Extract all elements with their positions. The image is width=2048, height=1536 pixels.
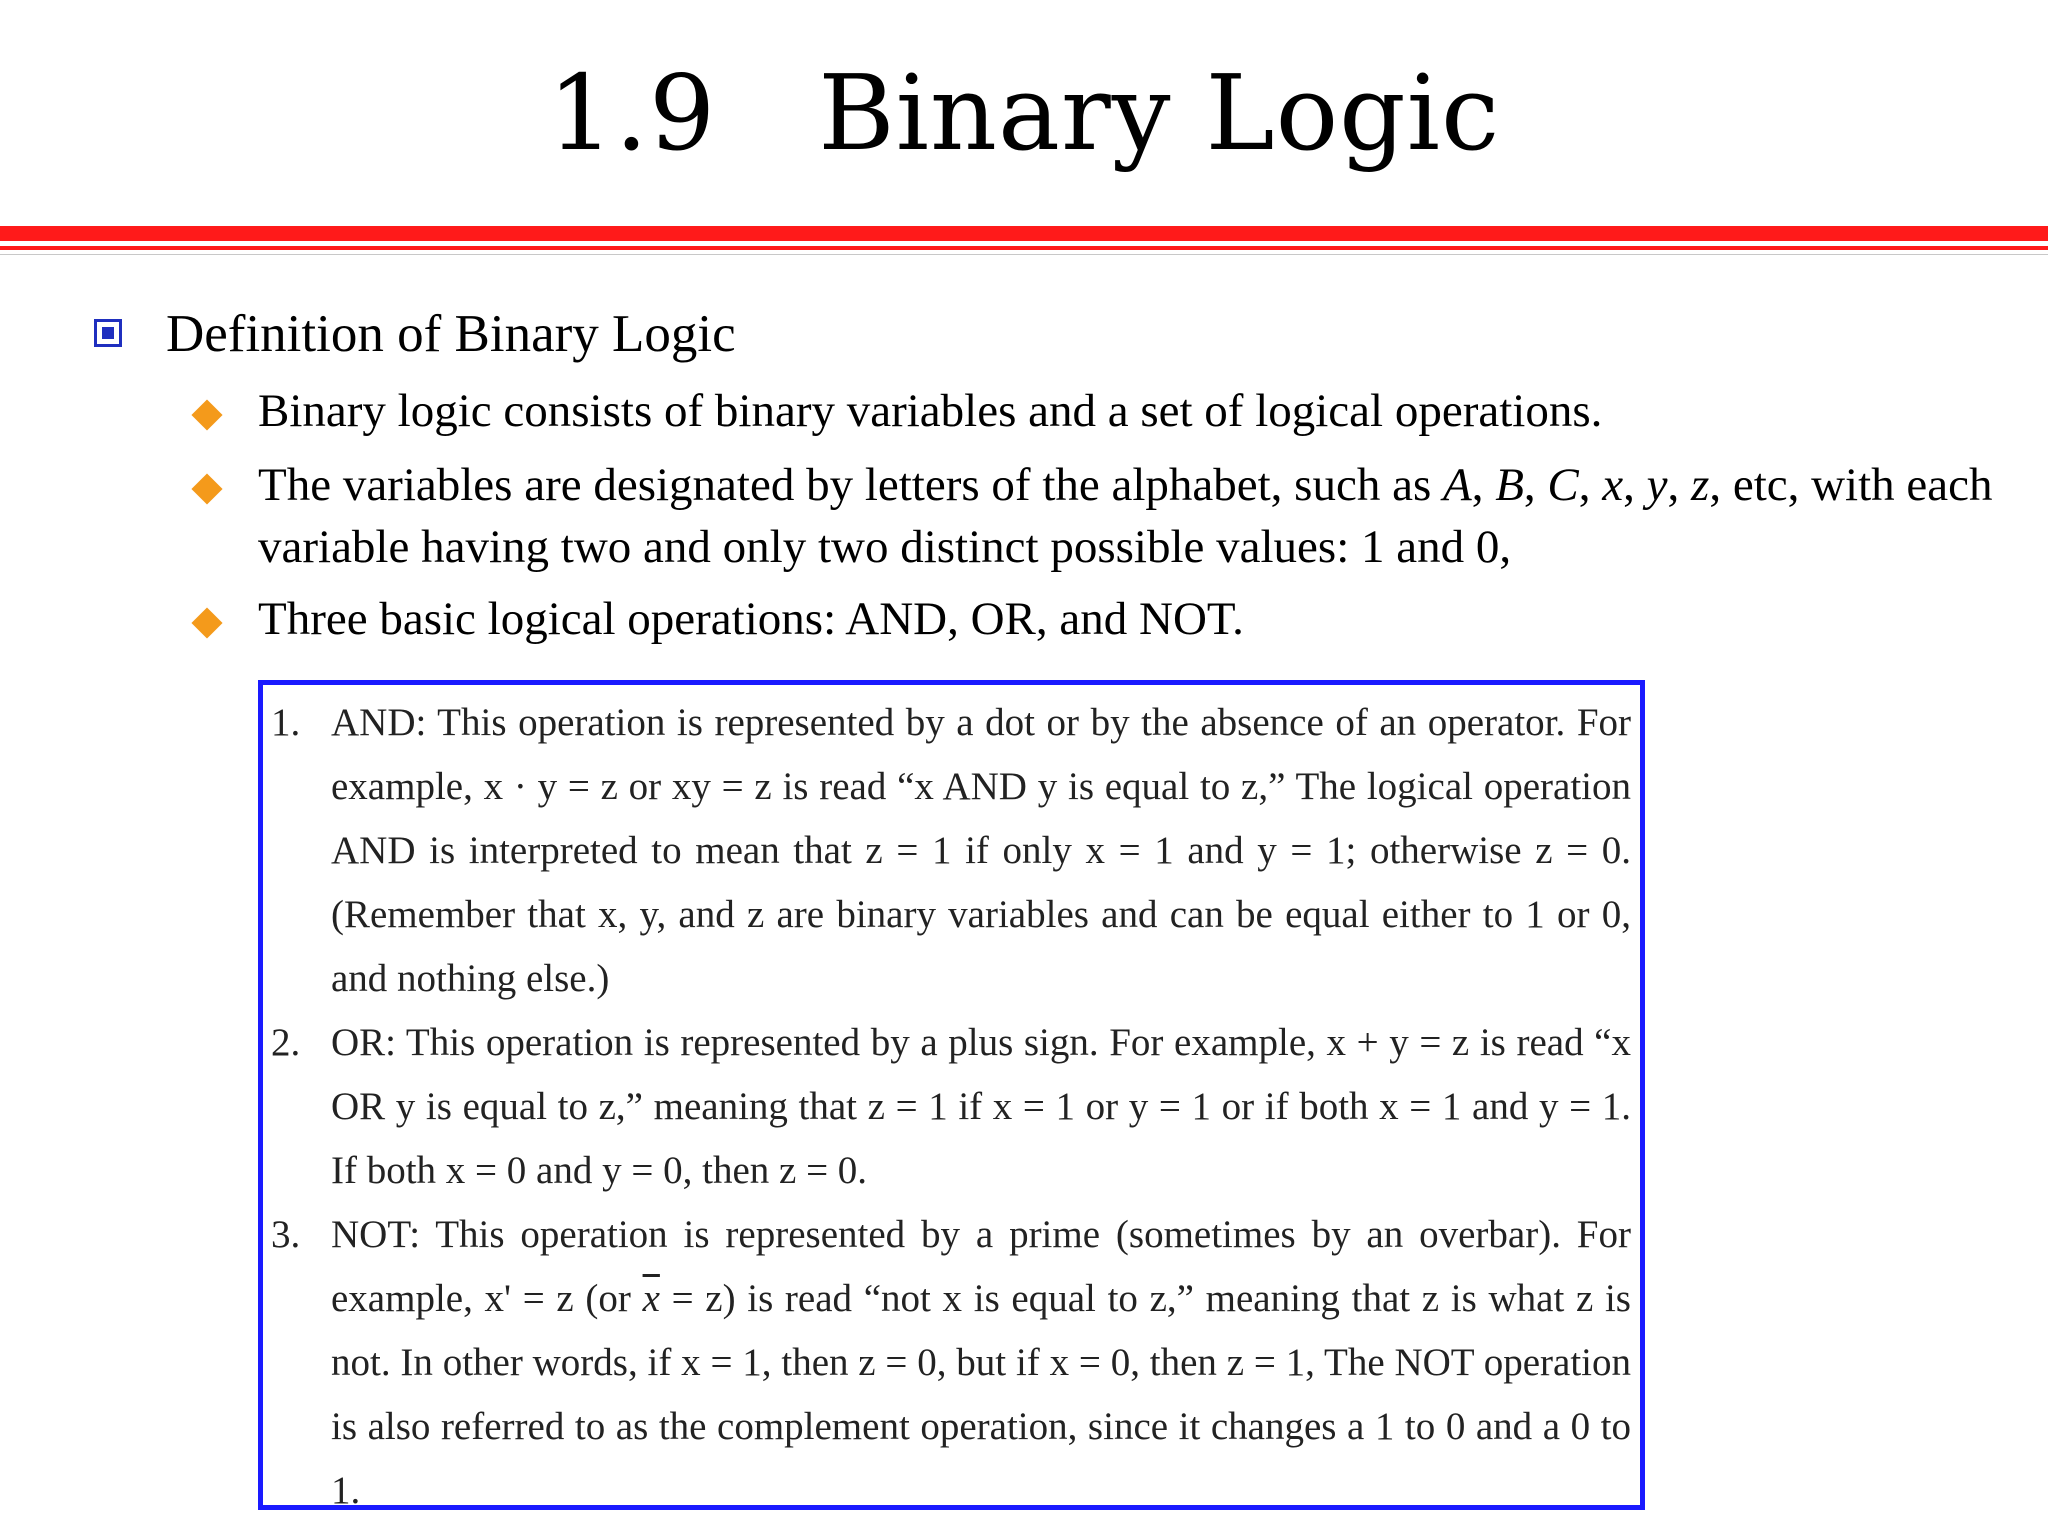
title-divider-thick (0, 226, 2048, 241)
title-divider-hairline (0, 254, 2048, 255)
bullet-text: Three basic logical operations: AND, OR, and NOT. (258, 593, 1244, 645)
bullet-item (196, 380, 1996, 442)
bullet-text: The variables are designated by letters of the alphabet, such as A, B, C, x, y, z, etc, with each variable having two and only two distinct possible values: 1 and 0, (258, 459, 1993, 573)
diamond-bullet-icon (191, 473, 222, 504)
item-text: NOT: This operation is represented by a prime (sometimes by an overbar). For example, x' = z (or $\overline{x} = z$) is read “not x is equal to z,” meaning that z is what z is not. In other words, if x = 1, then z = 0, but if x = 0, then z = 1, The NOT operation is also referred to as the complement operation, since it changes a 1 to 0 and a 0 to 1. (331, 1213, 1631, 1512)
item-text: OR: This operation is represented by a plus sign. For example, x + y = z is read “x OR y is equal to z,” meaning that z = 1 if x = 1 or y = 1 or if both x = 1 and y = 1. If both x = 0 and y = 0, then z = 0. (331, 1021, 1631, 1192)
item-number: 2. (271, 1021, 301, 1064)
operations-box (258, 680, 1645, 1510)
section-heading: Definition of Binary Logic (166, 305, 736, 363)
title-divider-thin (0, 246, 2048, 250)
item-number: 1. (271, 701, 301, 744)
bullet-item (196, 588, 1996, 650)
overbar-variable: $\overline{x}$ (642, 1277, 660, 1320)
diamond-bullet-icon (191, 399, 222, 430)
diamond-bullet-icon (191, 607, 222, 638)
slide-title: 1.9 Binary Logic (547, 52, 1501, 174)
item-number: 3. (271, 1213, 301, 1256)
operation-item-and (263, 691, 1640, 1011)
operation-item-not (263, 1203, 1640, 1523)
square-bullet-icon (94, 319, 122, 347)
bullet-text: Binary logic consists of binary variables and a set of logical operations. (258, 385, 1603, 437)
item-text: AND: This operation is represented by a dot or by the absence of an operator. For example, x · y = z or xy = z is read “x AND y is equal to z,” The logical operation AND is interpreted to mean that z = 1 if only x = 1 and y = 1; otherwise z = 0. (Remember that x, y, and z are binary variables and can be equal either to 1 or 0, and nothing else.) (331, 701, 1631, 1000)
bullet-item (196, 454, 1996, 578)
operation-item-or (263, 1011, 1640, 1203)
